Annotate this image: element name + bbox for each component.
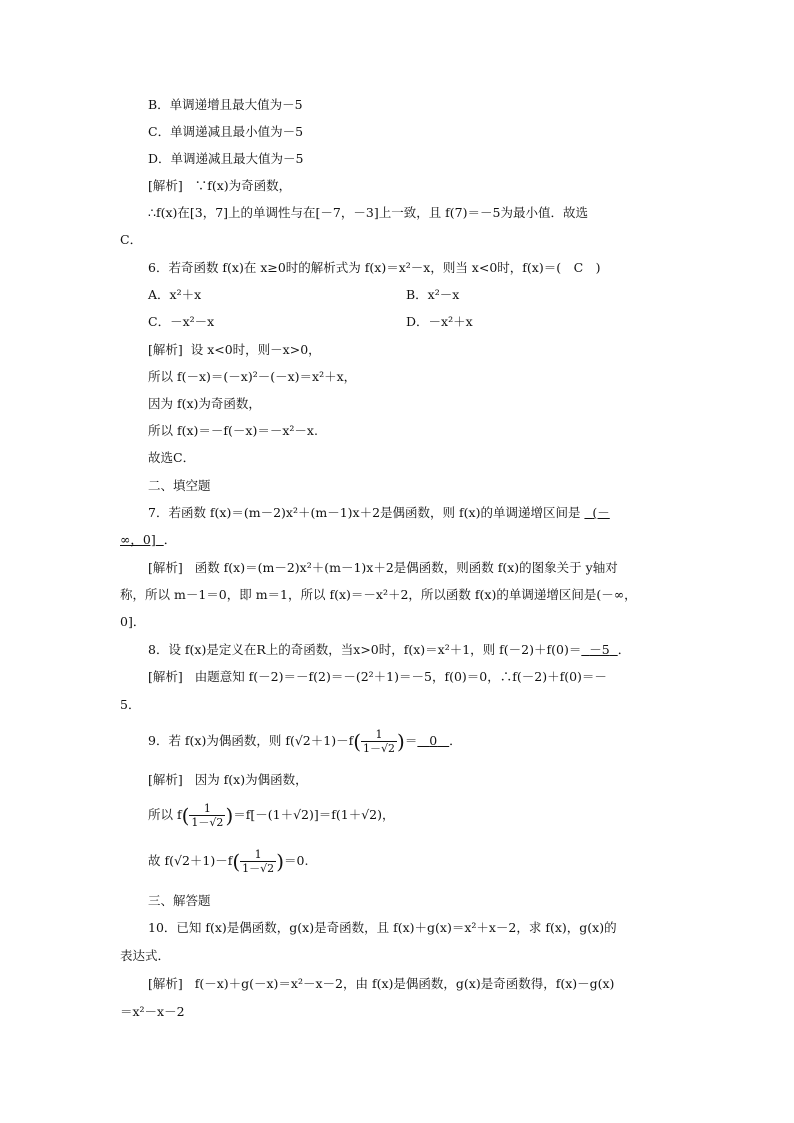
- q9-analysis-3: 故 f(√2＋1)－f( $\frac{1}{1-√2}$ )＝0.: [148, 848, 309, 875]
- q9-analysis-2: 所以 f( $\frac{1}{1-√2}$ )＝f[－(1＋√2)]＝f(1＋√2)，: [148, 802, 395, 829]
- analysis-text: f(－x)＋g(－x)＝x²－x－2，由 f(x)是偶函数，g(x)是奇函数得，f(x)－g(x): [194, 976, 615, 991]
- q9-line3-b: ＝0.: [284, 853, 309, 868]
- q8-answer-blank: [581, 642, 617, 657]
- q9-stem: 9．若 f(x)为偶函数，则 f(√2＋1)－f( $\frac{1}{1-√2}$ )＝ 0 ．: [148, 728, 462, 755]
- q9-after: ．: [449, 733, 462, 748]
- q8-stem-text: 8．设 f(x)是定义在R上的奇函数，当x>0时，f(x)＝x²＋1，则 f(－2)＋f(0)＝: [148, 642, 582, 657]
- q5-analysis-1: [148, 178, 291, 194]
- q6-stem: 6．若奇函数 f(x)在 x≥0时的解析式为 f(x)＝x²－x，则当 x<0时，f(x)＝( C ): [148, 260, 601, 275]
- q9-stem-text: 9．若 f(x)为偶函数，则 f(√2＋1)－f: [148, 733, 354, 748]
- q7-after: ．: [163, 532, 177, 547]
- q7-analysis-3: 0]．: [120, 614, 146, 629]
- q10-analysis-2: ＝x²－x－2: [120, 1004, 185, 1019]
- q5-option-d: D．单调递减且最大值为－5: [148, 151, 304, 166]
- q7-answer-a: (－: [592, 505, 610, 520]
- q8-stem: [148, 642, 630, 658]
- q6-analysis-2: 所以 f(－x)＝(－x)²－(－x)＝x²＋x，: [148, 369, 357, 384]
- q8-analysis-2: 5．: [120, 697, 141, 712]
- analysis-text: ∵f(x)为奇函数，: [194, 178, 292, 193]
- q9-equals: ＝: [404, 733, 418, 748]
- q8-analysis-1: [148, 669, 607, 685]
- q7-answer-blank-a: [584, 505, 609, 520]
- q6-analysis-5: 故选C．: [148, 450, 196, 465]
- analysis-label: [解析]: [148, 976, 183, 991]
- q5-option-c: C．单调递减且最小值为－5: [148, 124, 304, 139]
- q9-fraction: $\frac{1}{1-√2}$: [363, 728, 396, 755]
- q9-answer: 0: [429, 733, 438, 748]
- q6-analysis-4: 所以 f(x)＝－f(－x)＝－x²－x.: [148, 423, 318, 438]
- q9-fraction-3: $\frac{1}{1-√2}$: [242, 848, 275, 875]
- analysis-label: [解析]: [148, 669, 183, 684]
- q7-stem: [148, 505, 610, 521]
- q9-line2-a: 所以 f: [148, 807, 182, 822]
- q7-analysis-1: [148, 560, 618, 576]
- analysis-text: 由题意知 f(－2)＝－f(2)＝－(2²＋1)＝－5，f(0)＝0，∴f(－2)＋f(0)＝－: [194, 669, 607, 684]
- q9-fraction-2: $\frac{1}{1-√2}$: [191, 802, 224, 829]
- q6-option-d: D．－x²＋x: [406, 314, 473, 329]
- q9-line3-a: 故 f(√2＋1)－f: [148, 853, 233, 868]
- q6-option-a: A．x²＋x: [148, 287, 202, 302]
- analysis-label: [解析]: [148, 772, 183, 787]
- q5-analysis-2: ∴f(x)在[3，7]上的单调性与在[－7，－3]上一致，且 f(7)＝－5为最小值．故选: [148, 205, 588, 220]
- q6-analysis-1: [148, 342, 321, 358]
- q9-answer-blank: [417, 733, 449, 748]
- analysis-label: [解析]: [148, 560, 183, 575]
- analysis-label: [解析]: [148, 178, 183, 193]
- q7-analysis-2: 称，所以 m－1＝0，即 m＝1，所以 f(x)＝－x²＋2，所以函数 f(x)的单调递增区间是(－∞，: [120, 587, 637, 602]
- section-heading-fill-in: 二、填空题: [148, 478, 211, 493]
- q5-option-b: B．单调递增且最大值为－5: [148, 97, 303, 112]
- q10-stem-2: 表达式．: [120, 948, 171, 963]
- q10-stem-1: 10．已知 f(x)是偶函数，g(x)是奇函数，且 f(x)＋g(x)＝x²＋x－2，求 f(x)，g(x)的: [148, 920, 617, 935]
- q8-after: ．: [617, 642, 631, 657]
- q9-line2-b: ＝f[－(1＋√2)]＝f(1＋√2)，: [233, 807, 395, 822]
- analysis-text: 因为 f(x)为偶函数，: [194, 772, 308, 787]
- q8-answer: －5: [589, 642, 610, 657]
- q7-stem-text: 7．若函数 f(x)＝(m－2)x²＋(m－1)x＋2是偶函数，则 f(x)的单调递增区间是: [148, 505, 581, 520]
- analysis-label: [解析]: [148, 342, 183, 357]
- q7-answer-b: ∞，0]: [120, 532, 156, 547]
- q6-analysis-3: 因为 f(x)为奇函数，: [148, 396, 261, 411]
- analysis-text: 函数 f(x)＝(m－2)x²＋(m－1)x＋2是偶函数，则函数 f(x)的图象关于 y轴对: [194, 560, 618, 575]
- q5-analysis-3: C．: [120, 232, 143, 247]
- q7-stem-cont: [120, 532, 176, 548]
- q9-analysis-1: [148, 772, 308, 788]
- q10-analysis-1: [148, 976, 614, 992]
- section-heading-solve: 三、解答题: [148, 893, 211, 908]
- analysis-text: 设 x<0时，则－x>0，: [190, 342, 321, 357]
- q6-option-b: B．x²－x: [406, 287, 460, 302]
- q6-option-c: C．－x²－x: [148, 314, 215, 329]
